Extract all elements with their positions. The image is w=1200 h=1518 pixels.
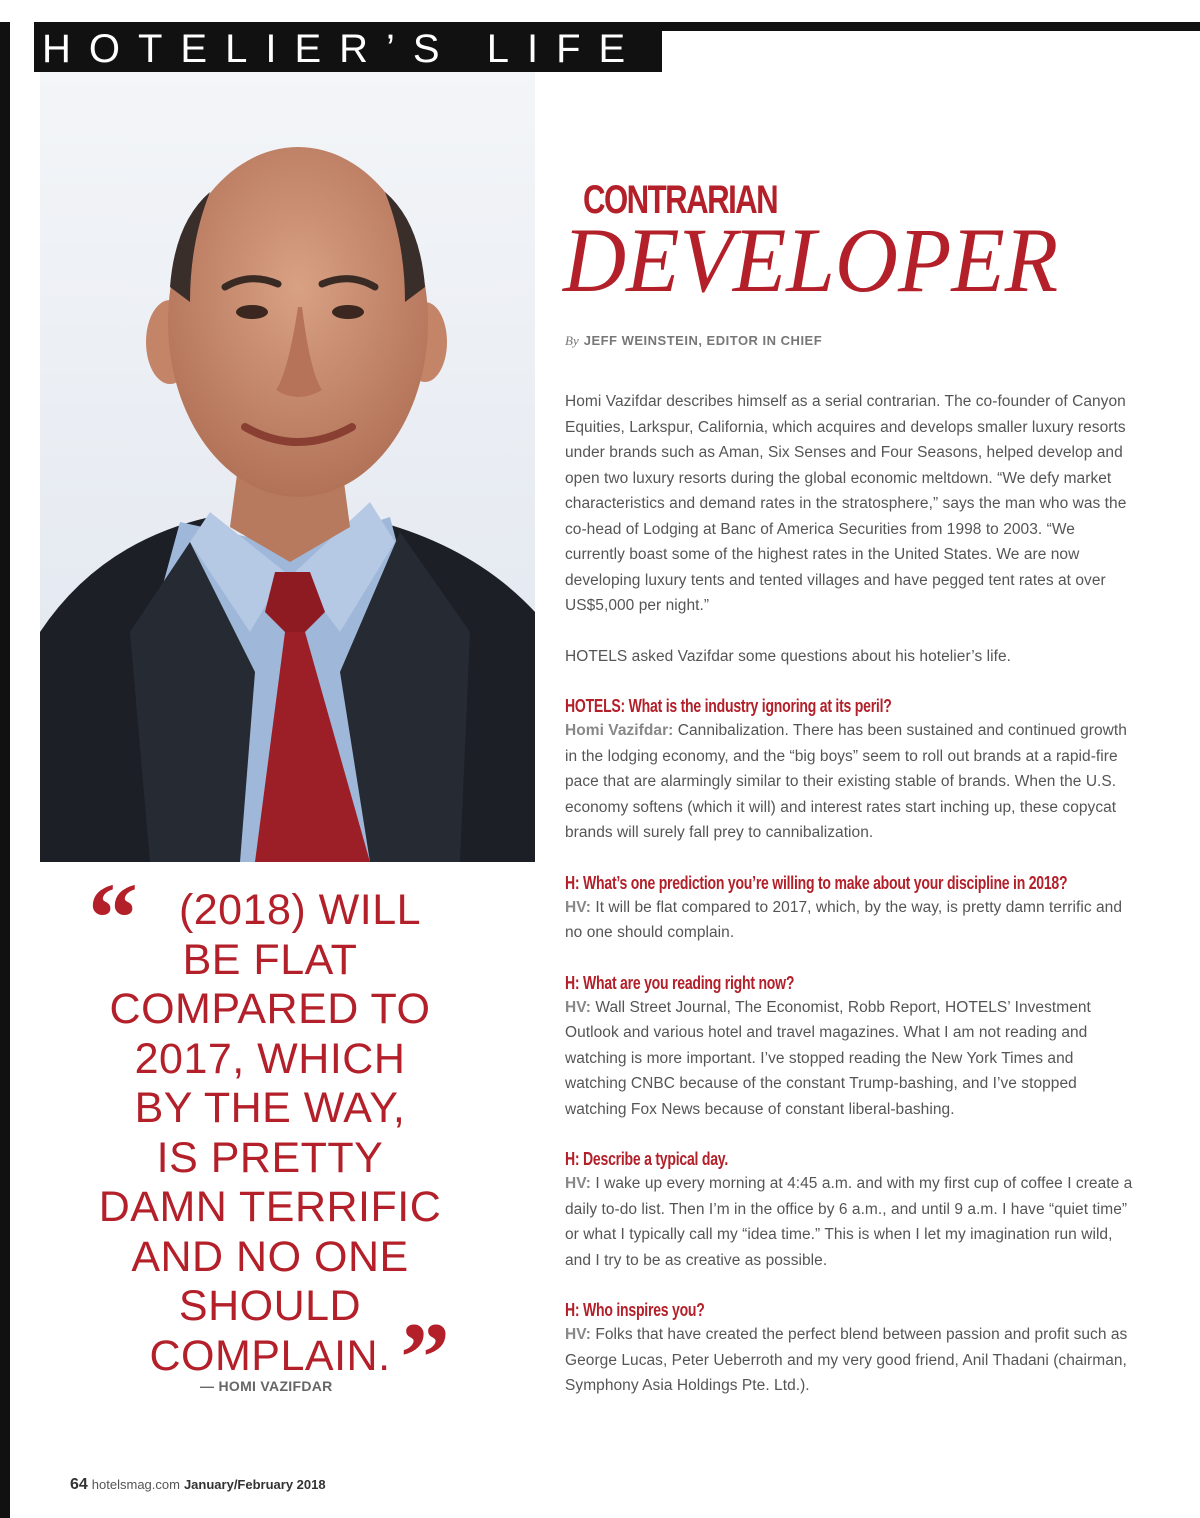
byline-prefix: By: [565, 333, 579, 348]
answer-speaker: HV:: [565, 898, 591, 916]
lead-in-paragraph: HOTELS asked Vazifdar some questions about his hotelier’s life.: [565, 647, 1011, 665]
footer-issue: January/February 2018: [183, 1477, 326, 1492]
page-footer: [70, 1476, 326, 1494]
answer-speaker: Homi Vazifdar:: [565, 722, 674, 739]
article-headline: DEVELOPER: [563, 209, 1059, 311]
answer-text: Cannibalization. There has been sustained and continued growth in the lodging economy, and the “big boys” seem to roll out brands at a rapid-fire pace that are alarmingly similar to their existing stable of brands. When the U.S. economy softens (which it will) and interest rates start inching up, these copycat brands will surely fall prey to cannibalization.: [565, 722, 1127, 841]
answer: [565, 718, 1135, 846]
answer-text: It will be flat compared to 2017, which, by the way, is pretty damn terrific and no one should complain.: [565, 898, 1123, 941]
question: H: What’s one prediction you’re willing to make about your discipline in 2018?: [565, 872, 1068, 893]
page-number: 64: [70, 1476, 88, 1493]
open-quote-mark: “: [88, 862, 138, 973]
left-margin-rule: [0, 22, 10, 1518]
answer-text: Folks that have created the perfect blend between passion and profit such as George Lucas, Peter Ueberroth and my very good friend, Anil Thadani (chairman, Symphony Asia Holdings Pte. Ltd.).: [565, 1326, 1128, 1394]
qa-item: [565, 694, 1135, 846]
article-kicker: CONTRARIAN: [583, 178, 778, 222]
answer-speaker: HV:: [565, 1326, 591, 1343]
answer: [565, 895, 1135, 946]
qa-item: [565, 1147, 1135, 1273]
byline: [565, 333, 822, 349]
pull-quote-line: BY THE WAY,: [134, 1084, 406, 1132]
question: H: Who inspires you?: [565, 1300, 705, 1320]
close-quote-mark: ”: [400, 1302, 450, 1413]
qa-item: [565, 1298, 1135, 1399]
byline-author: JEFF WEINSTEIN, EDITOR IN CHIEF: [583, 333, 823, 348]
answer-speaker: HV:: [565, 1175, 591, 1192]
question: H: Describe a typical day.: [565, 1149, 728, 1169]
answer-speaker: HV:: [565, 998, 591, 1016]
pull-quote-line: COMPARED TO: [109, 985, 431, 1033]
answer: [565, 995, 1135, 1123]
qa-item: [565, 871, 1135, 946]
answer: [565, 1171, 1135, 1273]
pull-quote-line: BE FLAT: [182, 935, 358, 984]
intro-paragraph: Homi Vazifdar describes himself as a serial contrarian. The co-founder of Canyon Equities, Larkspur, California, which acquires and develops smaller luxury resorts under brands such as Aman, Six Senses and Four Seasons, helped develop and open two luxury resorts during the global economic meltdown. “We defy market characteristics and demand rates in the stratosphere,” says the man who was the co-head of Lodging at Banc of America Securities from 1998 to 2003. “We currently boast some of the highest rates in the United States. We are now developing luxury tents and tented villages and have pegged tent rates at over US$5,000 per night.”: [565, 393, 1127, 614]
pull-quote-line: 2017, WHICH: [134, 1034, 406, 1083]
portrait-photo: [40, 72, 535, 862]
footer-site: hotelsmag.com: [91, 1477, 180, 1492]
answer: [565, 1322, 1135, 1399]
pull-quote-line: IS PRETTY: [156, 1133, 384, 1182]
pull-quote-line: DAMN TERRIFIC: [98, 1183, 442, 1231]
pull-quote-line: AND NO ONE: [131, 1232, 409, 1281]
article-body: [565, 389, 1135, 1424]
qa-item: [565, 971, 1135, 1123]
pull-quote-attribution: — HOMI VAZIFDAR: [200, 1378, 333, 1394]
top-rule: [660, 22, 1200, 31]
pull-quote-line: SHOULD: [178, 1282, 362, 1330]
question: H: What are you reading right now?: [565, 972, 795, 993]
pull-quote: [90, 886, 450, 1381]
pull-quote-line: COMPLAIN.: [149, 1331, 391, 1380]
answer-text: Wall Street Journal, The Economist, Robb Report, HOTELS’ Investment Outlook and various hotel and travel magazines. What I am not reading and watching is more important. I’ve stopped reading the New York Times and watching CNBC because of the constant Trump-bashing, and I’ve stopped watching Fox News because of constant liberal-bashing.: [565, 998, 1091, 1118]
section-title: HOTELIER’S LIFE: [34, 22, 662, 72]
question: HOTELS: What is the industry ignoring at its peril?: [565, 696, 892, 716]
pull-quote-line: (2018) WILL: [178, 886, 422, 934]
answer-text: I wake up every morning at 4:45 a.m. and with my first cup of coffee I create a daily to-do list. Then I’m in the office by 6 a.m., and until 9 a.m. I have “quiet time” or what I typically call my “idea time.” This is when I let my imagination run wild, and I try to be as creative as possible.: [565, 1175, 1133, 1269]
